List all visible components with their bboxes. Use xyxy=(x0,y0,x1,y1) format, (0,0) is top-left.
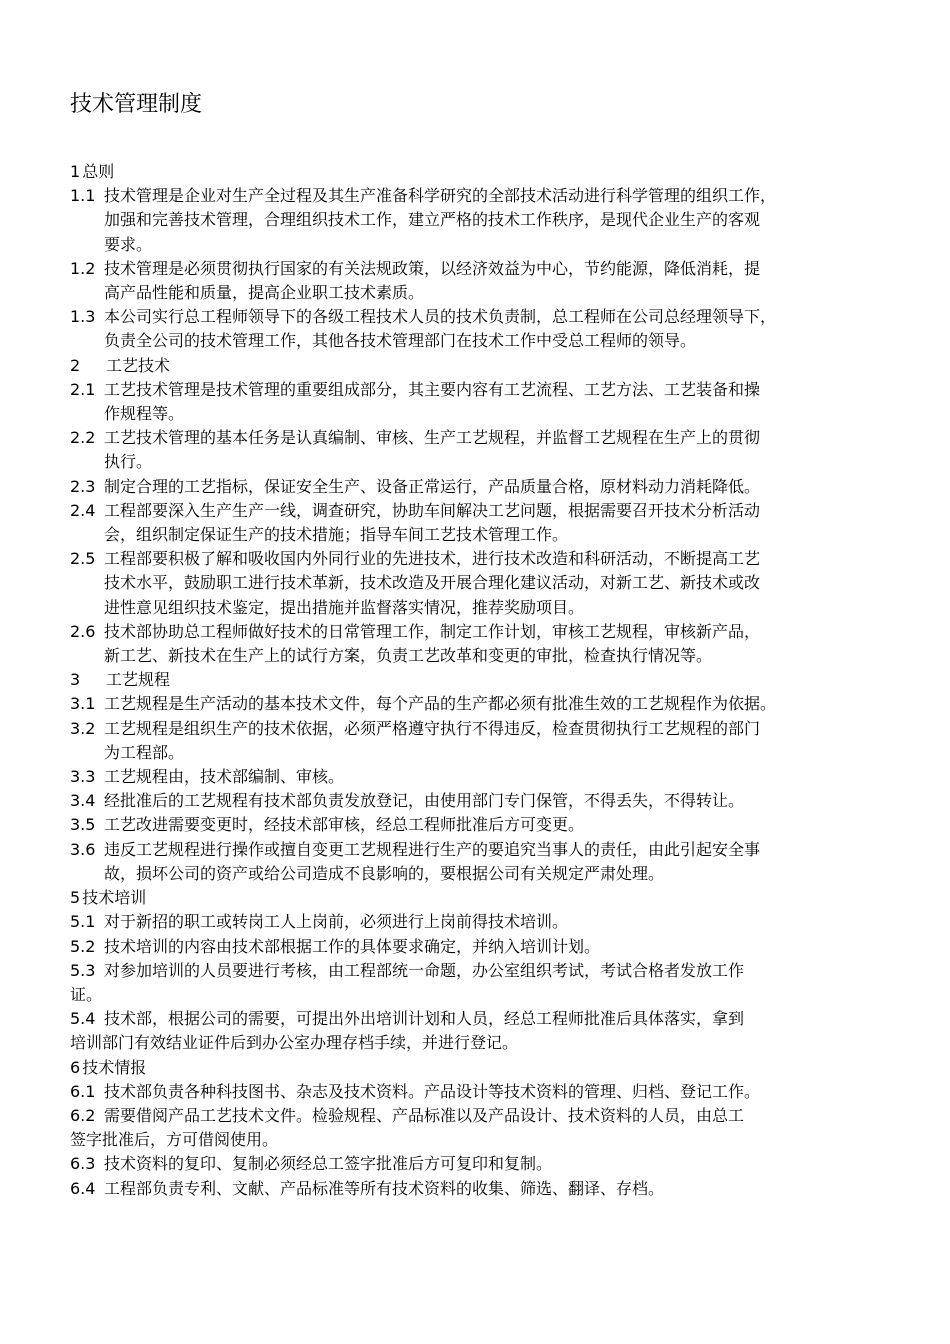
section-heading xyxy=(70,1056,910,1080)
clause-number: 2.5 xyxy=(70,549,96,569)
paragraph-continuation xyxy=(70,983,910,1007)
line-text: 技术部负责各种科技图书、杂志及技术资料。产品设计等技术资料的管理、归档、登记工作。 xyxy=(104,1081,761,1101)
clause-item xyxy=(70,935,910,959)
line-text: 技术部协助总工程师做好技术的日常管理工作，制定工作计划，审核工艺规程，审核新产品， xyxy=(104,621,761,641)
clause-number: 2.1 xyxy=(70,379,96,399)
clause-item xyxy=(70,1080,910,1104)
line-text: 会，组织制定保证生产的技术措施；指导车间工艺技术管理工作。 xyxy=(104,525,569,545)
clause-number: 3.5 xyxy=(70,815,96,835)
line-text: 培训部门有效结业证件后到办公室办理存档手续，并进行登记。 xyxy=(70,1033,519,1053)
clause-item xyxy=(70,378,910,402)
paragraph-continuation xyxy=(70,233,910,257)
clause-number: 3.3 xyxy=(70,767,96,787)
line-text: 工程部负责专利、文献、产品标准等所有技术资料的收集、筛选、翻译、存档。 xyxy=(104,1178,665,1198)
line-text: 技术管理是企业对生产全过程及其生产准备科学研究的全部技术活动进行科学管理的组织工作， xyxy=(104,186,777,206)
line-text: 工艺规程是生产活动的基本技术文件，每个产品的生产都必须有批准生效的工艺规程作为依据。 xyxy=(104,694,777,714)
clause-item xyxy=(70,717,910,741)
clause-item xyxy=(70,838,910,862)
clause-number: 3.6 xyxy=(70,839,96,859)
line-text: 技术培训的内容由技术部根据工作的具体要求确定，并纳入培训计划。 xyxy=(104,936,601,956)
clause-number: 5.1 xyxy=(70,912,96,932)
line-text: 技术管理是必须贯彻执行国家的有关法规政策，以经济效益为中心，节约能源，降低消耗，提 xyxy=(104,258,761,278)
paragraph-continuation xyxy=(70,596,910,620)
line-text: 故，损坏公司的资产或给公司造成不良影响的，要根据公司有关规定严肃处理。 xyxy=(104,863,665,883)
line-text: 工艺技术管理是技术管理的重要组成部分，其主要内容有工艺流程、工艺方法、工艺装备和操 xyxy=(104,379,761,399)
clause-number: 5.4 xyxy=(70,1009,96,1029)
clause-item xyxy=(70,547,910,571)
clause-number: 6.3 xyxy=(70,1154,96,1174)
paragraph-continuation xyxy=(70,644,910,668)
section-heading xyxy=(70,160,910,184)
clause-number: 3.2 xyxy=(70,718,96,738)
clause-item xyxy=(70,1007,910,1031)
clause-item xyxy=(70,813,910,837)
clause-number: 1.2 xyxy=(70,258,96,278)
section-number: 1 xyxy=(70,162,81,181)
clause-number: 2.2 xyxy=(70,428,96,448)
line-text: 需要借阅产品工艺技术文件。检验规程、产品标准以及产品设计、技术资料的人员，由总工 xyxy=(104,1105,745,1125)
line-text: 工程部要深入生产生产一线，调查研究，协助车间解决工艺问题，根据需要召开技术分析活动 xyxy=(104,500,761,520)
line-text: 工程部要积极了解和吸收国内外同行业的先进技术，进行技术改造和科研活动，不断提高工艺 xyxy=(104,549,761,569)
section-heading xyxy=(70,668,910,692)
clause-item xyxy=(70,789,910,813)
section-number: 3 xyxy=(70,670,81,690)
line-text: 工艺规程是组织生产的技术依据，必须严格遵守执行不得违反，检查贯彻执行工艺规程的部门 xyxy=(104,718,761,738)
paragraph-continuation xyxy=(70,523,910,547)
line-text: 作规程等。 xyxy=(104,404,185,424)
section-heading xyxy=(70,354,910,378)
clause-item xyxy=(70,499,910,523)
clause-number: 2.6 xyxy=(70,621,96,641)
line-text: 进性意见组织技术鉴定，提出措施并监督落实情况，推荐奖励项目。 xyxy=(104,597,585,617)
line-text: 对参加培训的人员要进行考核，由工程部统一命题，办公室组织考试，考试合格者发放工作 xyxy=(104,960,745,980)
clause-number: 5.2 xyxy=(70,936,96,956)
section-number: 2 xyxy=(70,355,81,375)
line-text: 工艺规程由，技术部编制、审核。 xyxy=(104,767,345,787)
clause-number: 1.1 xyxy=(70,186,96,206)
section-heading xyxy=(70,886,910,910)
paragraph-continuation xyxy=(70,281,910,305)
clause-item xyxy=(70,910,910,934)
document-body xyxy=(70,160,910,1201)
line-text: 加强和完善技术管理，合理组织技术工作，建立严格的技术工作秩序，是现代企业生产的客观 xyxy=(104,210,761,230)
clause-item xyxy=(70,959,910,983)
line-text: 技术培训 xyxy=(82,888,147,908)
paragraph-continuation xyxy=(70,571,910,595)
clause-number: 6.1 xyxy=(70,1081,96,1101)
line-text: 总则 xyxy=(82,162,115,181)
clause-number: 1.3 xyxy=(70,307,96,327)
section-number: 6 xyxy=(70,1057,81,1077)
paragraph-continuation xyxy=(70,741,910,765)
clause-item xyxy=(70,257,910,281)
line-text: 经批准后的工艺规程有技术部负责发放登记，由使用部门专门保管，不得丢失，不得转让。 xyxy=(104,791,745,811)
line-text: 证。 xyxy=(70,984,103,1004)
clause-item xyxy=(70,426,910,450)
line-text: 技术部，根据公司的需要，可提出外出培训计划和人员，经总工程师批准后具体落实，拿到 xyxy=(104,1009,745,1029)
clause-item xyxy=(70,1152,910,1176)
line-text: 工艺规程 xyxy=(106,670,171,690)
clause-item xyxy=(70,765,910,789)
line-text: 要求。 xyxy=(104,234,153,254)
line-text: 技术资料的复印、复制必须经总工签字批准后方可复印和复制。 xyxy=(104,1154,553,1174)
line-text: 制定合理的工艺指标，保证安全生产、设备正常运行，产品质量合格，原材料动力消耗降低。 xyxy=(104,476,761,496)
document-title: 技术管理制度 xyxy=(70,92,203,117)
clause-item xyxy=(70,1104,910,1128)
section-number: 5 xyxy=(70,888,81,908)
line-text: 技术情报 xyxy=(82,1057,147,1077)
paragraph-continuation xyxy=(70,862,910,886)
clause-number: 3.1 xyxy=(70,694,96,714)
line-text: 负责全公司的技术管理工作，其他各技术管理部门在技术工作中受总工程师的领导。 xyxy=(104,331,697,351)
line-text: 新工艺、新技术在生产上的试行方案，负责工艺改革和变更的审批，检查执行情况等。 xyxy=(104,646,713,666)
clause-item xyxy=(70,475,910,499)
line-text: 为工程部。 xyxy=(104,742,185,762)
line-text: 签字批准后，方可借阅使用。 xyxy=(70,1130,279,1150)
line-text: 高产品性能和质量，提高企业职工技术素质。 xyxy=(104,283,425,303)
paragraph-continuation xyxy=(70,450,910,474)
line-text: 工艺技术管理的基本任务是认真编制、审核、生产工艺规程，并监督工艺规程在生产上的贯彻 xyxy=(104,428,761,448)
line-text: 技术水平，鼓励职工进行技术革新，技术改造及开展合理化建议活动，对新工艺、新技术或改 xyxy=(104,573,761,593)
clause-number: 2.4 xyxy=(70,500,96,520)
clause-item xyxy=(70,1177,910,1201)
line-text: 工艺技术 xyxy=(106,355,171,375)
clause-number: 6.4 xyxy=(70,1178,96,1198)
clause-number: 5.3 xyxy=(70,960,96,980)
line-text: 执行。 xyxy=(104,452,153,472)
line-text: 本公司实行总工程师领导下的各级工程技术人员的技术负责制，总工程师在公司总经理领导下， xyxy=(104,307,777,327)
clause-number: 6.2 xyxy=(70,1105,96,1125)
paragraph-continuation xyxy=(70,329,910,353)
clause-item xyxy=(70,305,910,329)
line-text: 工艺改进需要变更时，经技术部审核，经总工程师批准后方可变更。 xyxy=(104,815,585,835)
paragraph-continuation xyxy=(70,1031,910,1055)
clause-item xyxy=(70,184,910,208)
clause-item xyxy=(70,620,910,644)
paragraph-continuation xyxy=(70,1128,910,1152)
clause-number: 3.4 xyxy=(70,791,96,811)
paragraph-continuation xyxy=(70,208,910,232)
line-text: 违反工艺规程进行操作或擅自变更工艺规程进行生产的要追究当事人的责任，由此引起安全事 xyxy=(104,839,761,859)
paragraph-continuation xyxy=(70,402,910,426)
clause-number: 2.3 xyxy=(70,476,96,496)
clause-item xyxy=(70,692,910,716)
line-text: 对于新招的职工或转岗工人上岗前，必须进行上岗前得技术培训。 xyxy=(104,912,569,932)
